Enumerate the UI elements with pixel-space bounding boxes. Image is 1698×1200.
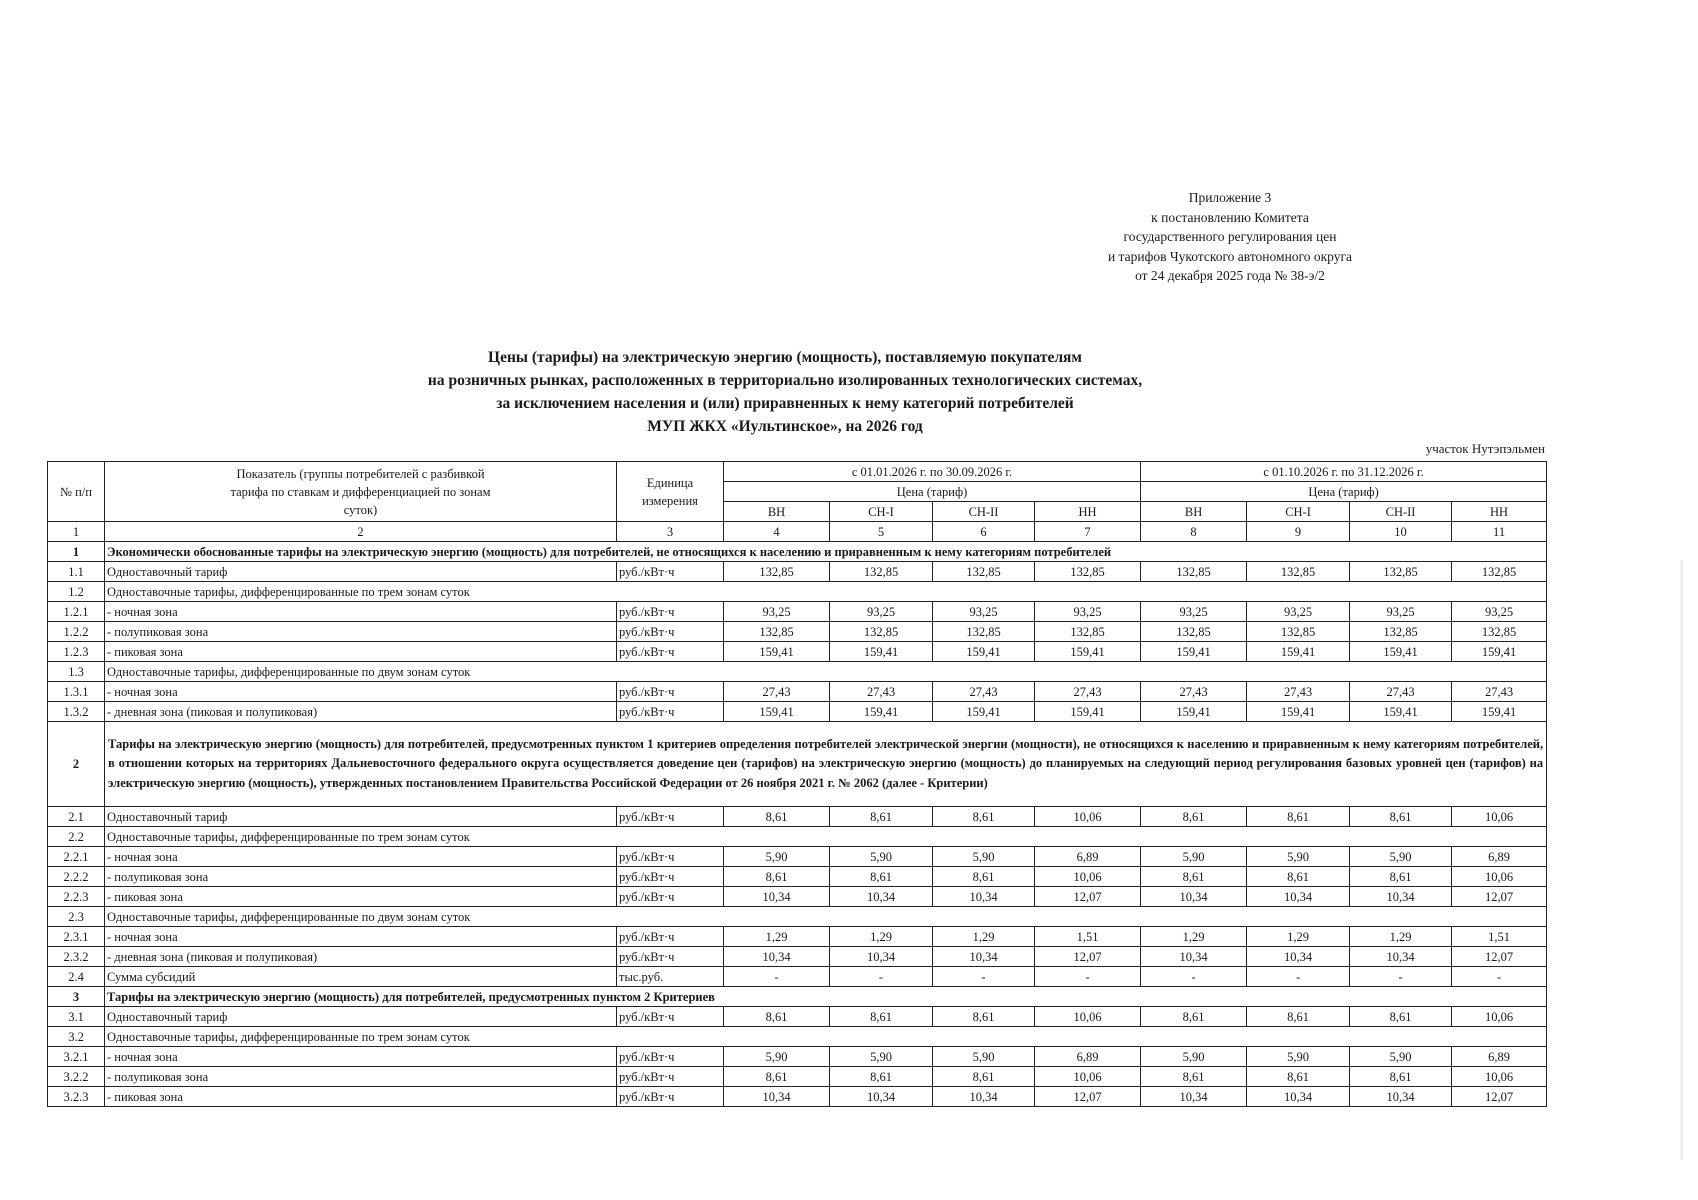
tariff-value: 10,34 [1141, 887, 1247, 907]
row-name: - полупиковая зона [105, 867, 617, 887]
tariff-value: 8,61 [1247, 867, 1350, 887]
row-unit: руб./кВт·ч [617, 947, 724, 967]
tariff-value: 1,29 [830, 927, 933, 947]
row-name: Одноставочный тариф [105, 562, 617, 582]
tariff-value: 5,90 [1141, 1047, 1247, 1067]
row-unit: руб./кВт·ч [617, 642, 724, 662]
appendix-line: государственного регулирования цен [1123, 229, 1337, 244]
row-name: - дневная зона (пиковая и полупиковая) [105, 947, 617, 967]
row-number: 1.2.2 [48, 622, 105, 642]
tariff-value: 10,34 [933, 1087, 1035, 1107]
tariff-value: - [1035, 967, 1141, 987]
row-name: - ночная зона [105, 602, 617, 622]
tariff-value: 132,85 [933, 562, 1035, 582]
table-row [48, 682, 1547, 702]
title-line: Цены (тарифы) на электрическую энергию (мощность), поставляемую покупателям [488, 349, 1082, 366]
row-name: Сумма субсидий [105, 967, 617, 987]
tariff-value: 10,06 [1452, 1067, 1547, 1087]
tariff-value: 8,61 [1247, 1067, 1350, 1087]
group-title: Одноставочные тарифы, дифференцированные по двум зонам суток [105, 662, 1547, 682]
tariff-value: 5,90 [1350, 847, 1452, 867]
tariff-value: 159,41 [933, 642, 1035, 662]
tariff-value: 8,61 [933, 1067, 1035, 1087]
row-number: 1.2.1 [48, 602, 105, 622]
tariff-value: 27,43 [830, 682, 933, 702]
tariff-value: 159,41 [1035, 642, 1141, 662]
tariff-value: 132,85 [1035, 622, 1141, 642]
group-number: 1.2 [48, 582, 105, 602]
tariff-value: 5,90 [933, 847, 1035, 867]
tariff-value: 132,85 [1141, 622, 1247, 642]
header-level: ВН [1141, 502, 1247, 522]
tariff-value: 159,41 [1141, 642, 1247, 662]
tariff-value: 8,61 [933, 807, 1035, 827]
col-number: 8 [1141, 522, 1247, 542]
tariff-value: 93,25 [1350, 602, 1452, 622]
group-number: 2.2 [48, 827, 105, 847]
tariff-value: 10,34 [1247, 887, 1350, 907]
tariff-value: 5,90 [1247, 1047, 1350, 1067]
section-number: 1 [48, 542, 105, 562]
tariff-value: 27,43 [933, 682, 1035, 702]
row-unit: руб./кВт·ч [617, 847, 724, 867]
row-number: 3.1 [48, 1007, 105, 1027]
section-number: 3 [48, 987, 105, 1007]
row-number: 2.3.1 [48, 927, 105, 947]
table-row [48, 1067, 1547, 1087]
tariff-value: 8,61 [1350, 1007, 1452, 1027]
tariff-value: 12,07 [1035, 947, 1141, 967]
tariff-value: 6,89 [1452, 847, 1547, 867]
tariff-value: 8,61 [1141, 1007, 1247, 1027]
table-row [48, 987, 1547, 1007]
tariff-value: 8,61 [830, 807, 933, 827]
tariff-table [47, 461, 1547, 1107]
group-number: 3.2 [48, 1027, 105, 1047]
table-row [48, 702, 1547, 722]
tariff-value: 27,43 [1247, 682, 1350, 702]
tariff-value: 93,25 [1452, 602, 1547, 622]
tariff-value: 8,61 [724, 1067, 830, 1087]
tariff-value: 159,41 [830, 702, 933, 722]
tariff-value: 10,34 [1350, 1087, 1452, 1107]
row-number: 1.3.1 [48, 682, 105, 702]
tariff-value: 159,41 [1452, 642, 1547, 662]
table-row [48, 927, 1547, 947]
header-price-1: Цена (тариф) [724, 482, 1141, 502]
tariff-value: 8,61 [1141, 1067, 1247, 1087]
tariff-value: 132,85 [1350, 622, 1452, 642]
row-name: - полупиковая зона [105, 1067, 617, 1087]
header-unit: Единица измерения [617, 462, 724, 522]
tariff-value: 159,41 [1247, 702, 1350, 722]
table-row [48, 1007, 1547, 1027]
group-title: Одноставочные тарифы, дифференцированные по трем зонам суток [105, 827, 1547, 847]
tariff-value: 5,90 [830, 847, 933, 867]
col-number: 6 [933, 522, 1035, 542]
col-number: 3 [617, 522, 724, 542]
tariff-value: 93,25 [1035, 602, 1141, 622]
tariff-value: 159,41 [1350, 702, 1452, 722]
tariff-value: 12,07 [1035, 887, 1141, 907]
tariff-value: 27,43 [724, 682, 830, 702]
tariff-value: 5,90 [724, 847, 830, 867]
tariff-value: 159,41 [933, 702, 1035, 722]
tariff-value: 159,41 [1350, 642, 1452, 662]
tariff-value: 8,61 [1350, 867, 1452, 887]
row-name: - ночная зона [105, 1047, 617, 1067]
tariff-value: 132,85 [830, 562, 933, 582]
tariff-value: 93,25 [933, 602, 1035, 622]
group-title: Одноставочные тарифы, дифференцированные по трем зонам суток [105, 582, 1547, 602]
tariff-value: 159,41 [1452, 702, 1547, 722]
tariff-value: 132,85 [830, 622, 933, 642]
row-name: - полупиковая зона [105, 622, 617, 642]
tariff-value: 159,41 [724, 702, 830, 722]
group-title: Одноставочные тарифы, дифференцированные по трем зонам суток [105, 1027, 1547, 1047]
tariff-value: 159,41 [724, 642, 830, 662]
table-row [48, 1087, 1547, 1107]
col-number: 4 [724, 522, 830, 542]
tariff-value: 8,61 [830, 1007, 933, 1027]
header-level: НН [1452, 502, 1547, 522]
row-number: 2.2.3 [48, 887, 105, 907]
header-level: СН-II [933, 502, 1035, 522]
tariff-value: 159,41 [830, 642, 933, 662]
tariff-value: 12,07 [1452, 1087, 1547, 1107]
header-period-2: с 01.10.2026 г. по 31.12.2026 г. [1141, 462, 1547, 482]
tariff-value: 10,06 [1035, 1007, 1141, 1027]
header-level: СН-I [830, 502, 933, 522]
row-unit: руб./кВт·ч [617, 702, 724, 722]
row-number: 2.2.1 [48, 847, 105, 867]
group-title: Одноставочные тарифы, дифференцированные по двум зонам суток [105, 907, 1547, 927]
tariff-value: 132,85 [1452, 562, 1547, 582]
tariff-value: 159,41 [1035, 702, 1141, 722]
tariff-value: 10,06 [1452, 867, 1547, 887]
tariff-value: 8,61 [1247, 807, 1350, 827]
row-number: 2.2.2 [48, 867, 105, 887]
table-row [48, 602, 1547, 622]
row-name: - ночная зона [105, 682, 617, 702]
row-name: - пиковая зона [105, 642, 617, 662]
col-number: 1 [48, 522, 105, 542]
tariff-value: 10,06 [1452, 807, 1547, 827]
tariff-value: 10,34 [1141, 1087, 1247, 1107]
table-row [48, 807, 1547, 827]
header-level: СН-II [1350, 502, 1452, 522]
section-title: Экономически обоснованные тарифы на электрическую энергию (мощность) для потребителей, не относящихся к населению и приравненным к нему категориям потребителей [105, 542, 1547, 562]
tariff-value: 6,89 [1452, 1047, 1547, 1067]
tariff-value: 8,61 [1141, 867, 1247, 887]
row-unit: руб./кВт·ч [617, 1067, 724, 1087]
header-indicator: Показатель (группы потребителей с разбивкой тарифа по ставкам и дифференциацией по зонам суток) [105, 462, 617, 522]
tariff-value: 12,07 [1452, 947, 1547, 967]
tariff-value: 5,90 [1141, 847, 1247, 867]
header-num: № п/п [48, 462, 105, 522]
tariff-value: 1,29 [1247, 927, 1350, 947]
table-row [48, 542, 1547, 562]
tariff-value: 27,43 [1350, 682, 1452, 702]
group-number: 1.3 [48, 662, 105, 682]
row-number: 2.3.2 [48, 947, 105, 967]
tariff-value: 5,90 [830, 1047, 933, 1067]
table-row [48, 722, 1547, 807]
row-unit: руб./кВт·ч [617, 682, 724, 702]
section-number: 2 [48, 722, 105, 807]
col-number: 5 [830, 522, 933, 542]
header-level: ВН [724, 502, 830, 522]
tariff-value: - [1452, 967, 1547, 987]
table-row [48, 827, 1547, 847]
tariff-value: 10,34 [724, 887, 830, 907]
header-period-1: с 01.01.2026 г. по 30.09.2026 г. [724, 462, 1141, 482]
table-row [48, 907, 1547, 927]
header-level: НН [1035, 502, 1141, 522]
tariff-value: 93,25 [1141, 602, 1247, 622]
tariff-value: 10,34 [1141, 947, 1247, 967]
row-name: - дневная зона (пиковая и полупиковая) [105, 702, 617, 722]
header-price-2: Цена (тариф) [1141, 482, 1547, 502]
tariff-value: 1,29 [1350, 927, 1452, 947]
table-row [48, 1047, 1547, 1067]
tariff-value: 159,41 [1141, 702, 1247, 722]
tariff-value: 5,90 [1350, 1047, 1452, 1067]
tariff-value: 10,34 [1350, 947, 1452, 967]
table-row [48, 1027, 1547, 1047]
tariff-value: 10,06 [1035, 807, 1141, 827]
row-number: 1.1 [48, 562, 105, 582]
tariff-value: 8,61 [830, 1067, 933, 1087]
tariff-value: 10,34 [724, 1087, 830, 1107]
tariff-value: 12,07 [1452, 887, 1547, 907]
table-row [48, 582, 1547, 602]
title-line: МУП ЖКХ «Иультинское», на 2026 год [647, 418, 923, 435]
tariff-value: 132,85 [1141, 562, 1247, 582]
tariff-value: 8,61 [933, 867, 1035, 887]
tariff-value: 10,34 [1247, 947, 1350, 967]
title-line: на розничных рынках, расположенных в территориально изолированных технологических системах, [427, 372, 1143, 389]
row-number: 2.1 [48, 807, 105, 827]
row-number: 1.3.2 [48, 702, 105, 722]
table-row [48, 662, 1547, 682]
group-number: 2.3 [48, 907, 105, 927]
tariff-value: 10,06 [1452, 1007, 1547, 1027]
tariff-value: 8,61 [1141, 807, 1247, 827]
table-row [48, 887, 1547, 907]
tariff-value: 8,61 [1350, 807, 1452, 827]
row-name: - ночная зона [105, 927, 617, 947]
tariff-value: 10,34 [1350, 887, 1452, 907]
tariff-value: 10,06 [1035, 1067, 1141, 1087]
row-unit: руб./кВт·ч [617, 602, 724, 622]
tariff-value: - [724, 967, 830, 987]
row-unit: руб./кВт·ч [617, 1007, 724, 1027]
tariff-value: 8,61 [933, 1007, 1035, 1027]
tariff-value: 12,07 [1035, 1087, 1141, 1107]
document-title [280, 346, 1290, 438]
row-name: - пиковая зона [105, 887, 617, 907]
col-number: 11 [1452, 522, 1547, 542]
appendix-line: и тарифов Чукотского автономного округа [1107, 248, 1353, 264]
tariff-value: 1,51 [1035, 927, 1141, 947]
tariff-value: 10,34 [933, 947, 1035, 967]
row-name: - ночная зона [105, 847, 617, 867]
row-name: Одноставочный тариф [105, 1007, 617, 1027]
section-title: Тарифы на электрическую энергию (мощность) для потребителей, предусмотренных пунктом 2 Критериев [105, 987, 1547, 1007]
tariff-value: - [1350, 967, 1452, 987]
tariff-value: 5,90 [933, 1047, 1035, 1067]
tariff-value: 8,61 [1247, 1007, 1350, 1027]
tariff-value: 159,41 [1247, 642, 1350, 662]
tariff-value: 5,90 [724, 1047, 830, 1067]
row-unit: руб./кВт·ч [617, 562, 724, 582]
row-unit: руб./кВт·ч [617, 1087, 724, 1107]
row-number: 1.2.3 [48, 642, 105, 662]
tariff-value: 10,34 [830, 887, 933, 907]
tariff-value: 10,34 [830, 1087, 933, 1107]
appendix-line: от 24 декабря 2025 года № 38-э/2 [1135, 268, 1325, 283]
tariff-value: 8,61 [1350, 1067, 1452, 1087]
tariff-value: 1,29 [933, 927, 1035, 947]
tariff-value: - [1141, 967, 1247, 987]
tariff-value: 132,85 [933, 622, 1035, 642]
row-number: 2.4 [48, 967, 105, 987]
row-unit: руб./кВт·ч [617, 807, 724, 827]
header-level: СН-I [1247, 502, 1350, 522]
row-name: - пиковая зона [105, 1087, 617, 1107]
tariff-value: 8,61 [724, 807, 830, 827]
tariff-value: 8,61 [830, 867, 933, 887]
tariff-value: 27,43 [1035, 682, 1141, 702]
col-number: 7 [1035, 522, 1141, 542]
table-row [48, 622, 1547, 642]
table-row [48, 967, 1547, 987]
col-number: 2 [105, 522, 617, 542]
row-unit: руб./кВт·ч [617, 927, 724, 947]
tariff-value: - [933, 967, 1035, 987]
row-name: Одноставочный тариф [105, 807, 617, 827]
tariff-value: 93,25 [830, 602, 933, 622]
tariff-value: 27,43 [1141, 682, 1247, 702]
tariff-value: 10,34 [933, 887, 1035, 907]
table-row [48, 867, 1547, 887]
tariff-value: 10,34 [830, 947, 933, 967]
tariff-value: 132,85 [1452, 622, 1547, 642]
col-number: 10 [1350, 522, 1452, 542]
row-number: 3.2.1 [48, 1047, 105, 1067]
col-number: 9 [1247, 522, 1350, 542]
tariff-value: 1,29 [724, 927, 830, 947]
tariff-value: 132,85 [1247, 622, 1350, 642]
row-unit: руб./кВт·ч [617, 622, 724, 642]
tariff-value: 8,61 [724, 867, 830, 887]
tariff-value: - [830, 967, 933, 987]
table-row [48, 947, 1547, 967]
tariff-value: 5,90 [1247, 847, 1350, 867]
scan-edge [1680, 560, 1683, 1160]
appendix-block [1020, 188, 1440, 286]
table-body [48, 542, 1547, 1107]
tariff-value: 132,85 [724, 562, 830, 582]
tariff-value: 8,61 [724, 1007, 830, 1027]
tariff-value: 10,34 [1247, 1087, 1350, 1107]
row-unit: руб./кВт·ч [617, 887, 724, 907]
appendix-line: Приложение 3 [1188, 190, 1272, 205]
row-unit: тыс.руб. [617, 967, 724, 987]
table-row [48, 562, 1547, 582]
tariff-value: 132,85 [1350, 562, 1452, 582]
tariff-value: 6,89 [1035, 1047, 1141, 1067]
tariff-value: 10,34 [724, 947, 830, 967]
row-unit: руб./кВт·ч [617, 1047, 724, 1067]
row-unit: руб./кВт·ч [617, 867, 724, 887]
tariff-value: 1,51 [1452, 927, 1547, 947]
tariff-value: 93,25 [724, 602, 830, 622]
tariff-value: 93,25 [1247, 602, 1350, 622]
table-row [48, 847, 1547, 867]
site-label: участок Нутэпэльмен [1425, 441, 1545, 456]
table-row [48, 642, 1547, 662]
appendix-line: к постановлению Комитета [1151, 209, 1309, 225]
tariff-value: 1,29 [1141, 927, 1247, 947]
tariff-value: 6,89 [1035, 847, 1141, 867]
tariff-value: - [1247, 967, 1350, 987]
tariff-value: 132,85 [1035, 562, 1141, 582]
section-title: Тарифы на электрическую энергию (мощность) для потребителей, предусмотренных пунктом 1 критериев определения потребителей электрической энергии (мощности), не относящихся к населению и приравненным к нему категориям потребителей, в отношении которых на территориях Дальневосточного федерального округа осуществляется доведение цен (тарифов) на электрическую энергию (мощность) до планируемых на следующий период регулирования базовых уровней цен (тарифов) на электрическую энергию (мощность), утвержденных постановлением Правительства Российской Федерации от 26 ноября 2021 г. № 2062 (далее - Критерии) [105, 722, 1547, 807]
tariff-value: 132,85 [724, 622, 830, 642]
tariff-value: 10,06 [1035, 867, 1141, 887]
tariff-value: 27,43 [1452, 682, 1547, 702]
tariff-value: 132,85 [1247, 562, 1350, 582]
row-number: 3.2.3 [48, 1087, 105, 1107]
row-number: 3.2.2 [48, 1067, 105, 1087]
title-line: за исключением населения и (или) приравненных к нему категорий потребителей [496, 395, 1074, 412]
